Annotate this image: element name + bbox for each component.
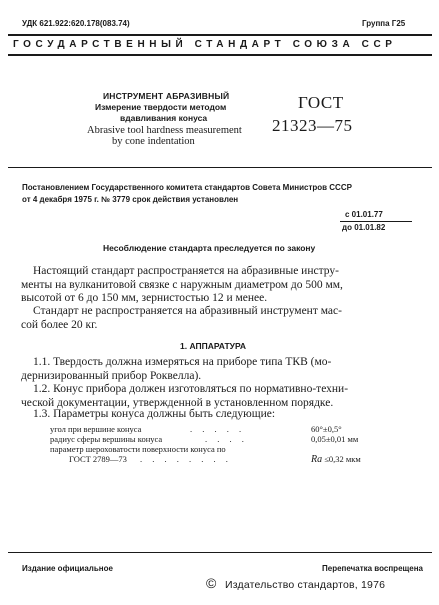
param-value-angle: 60°±0,5°	[311, 424, 342, 434]
top-rule	[8, 34, 432, 36]
intro-p2-line: Стандарт не распространяется на абразивный инструмент мас-	[33, 305, 342, 317]
param-value-gost	[311, 454, 361, 465]
decree-line2: от 4 декабря 1975 г. № 3779 срок действия установлен	[22, 195, 239, 204]
param-value-radius: 0,05±0,01 мм	[311, 434, 359, 444]
gost-label: ГОСТ	[298, 93, 344, 112]
param-dots-radius: . . . .	[205, 434, 248, 444]
item-1-1-line: дернизированный прибор Роквелла).	[21, 369, 202, 382]
decree-line1: Постановлением Государственного комитета стандартов Совета Министров СССР	[22, 183, 352, 192]
gost-number: 21323—75	[272, 116, 353, 135]
item-1-2	[21, 383, 349, 410]
validity-to: до 01.01.82	[342, 223, 386, 232]
item-1-1-line: 1.1. Твердость должна измеряться на приборе типа ТКВ (мо-	[33, 356, 332, 368]
state-standard-banner: ГОСУДАРСТВЕННЫЙ СТАНДАРТ СОЮЗА ССР	[13, 39, 397, 50]
title-en-line1: Abrasive tool hardness measurement	[87, 125, 242, 136]
param-label-radius: радиус сферы вершины конуса	[50, 434, 163, 444]
title-ru-line1: ИНСТРУМЕНТ АБРАЗИВНЫЙ	[103, 91, 230, 101]
footer-rule	[8, 552, 432, 553]
param-label-gost: ГОСТ 2789—73	[69, 454, 127, 464]
item-1-3: 1.3. Параметры конуса должны быть следующие:	[33, 408, 276, 420]
item-1-2-line: ческой документации, утвержденной в установленном порядке.	[21, 396, 334, 409]
ra-value: ≤0,32 мкм	[324, 454, 361, 464]
banner-rule	[8, 54, 432, 56]
intro-paragraph-2	[21, 305, 433, 332]
law-warning: Несоблюдение стандарта преследуется по закону	[103, 243, 316, 253]
title-en-line2: by cone indentation	[112, 136, 195, 147]
title-ru-line3: вдавливания конуса	[120, 113, 208, 123]
intro-p1-line: высотой от 6 до 150 мм, зернистостью 12 и менее.	[21, 292, 268, 304]
reprint-prohibited: Перепечатка воспрещена	[322, 564, 423, 573]
validity-separator	[340, 221, 412, 222]
item-1-1	[21, 356, 332, 383]
validity-from: с 01.01.77	[345, 210, 383, 219]
udk-code: УДК 621.922:620.178(083.74)	[22, 19, 130, 28]
intro-p1-line: менты на вулканитовой связке с наружным диаметром до 500 мм,	[21, 278, 343, 291]
param-dots-gost: . . . . . . . .	[140, 454, 232, 464]
param-label-angle: угол при вершине конуса	[50, 424, 142, 434]
title-ru-line2: Измерение твердости методом	[95, 102, 227, 112]
section-heading: 1. АППАРАТУРА	[180, 341, 247, 351]
publisher-line: Издательство стандартов, 1976	[225, 579, 386, 591]
param-dots-angle: . . . . .	[190, 424, 246, 434]
official-edition: Издание официальное	[22, 564, 113, 573]
intro-paragraph-1	[21, 265, 433, 306]
title-rule	[8, 167, 432, 168]
intro-p2-line: сой более 20 кг.	[21, 318, 98, 331]
ra-symbol: Ra	[311, 454, 323, 465]
param-label-roughness: параметр шероховатости поверхности конуса по	[50, 444, 226, 454]
group-code: Группа Г25	[362, 19, 406, 28]
item-1-2-line: 1.2. Конус прибора должен изготовляться по нормативно-техни-	[33, 383, 349, 395]
intro-p1-line: Настоящий стандарт распространяется на абразивные инстру-	[33, 265, 339, 277]
copyright-icon: ©	[206, 575, 217, 591]
